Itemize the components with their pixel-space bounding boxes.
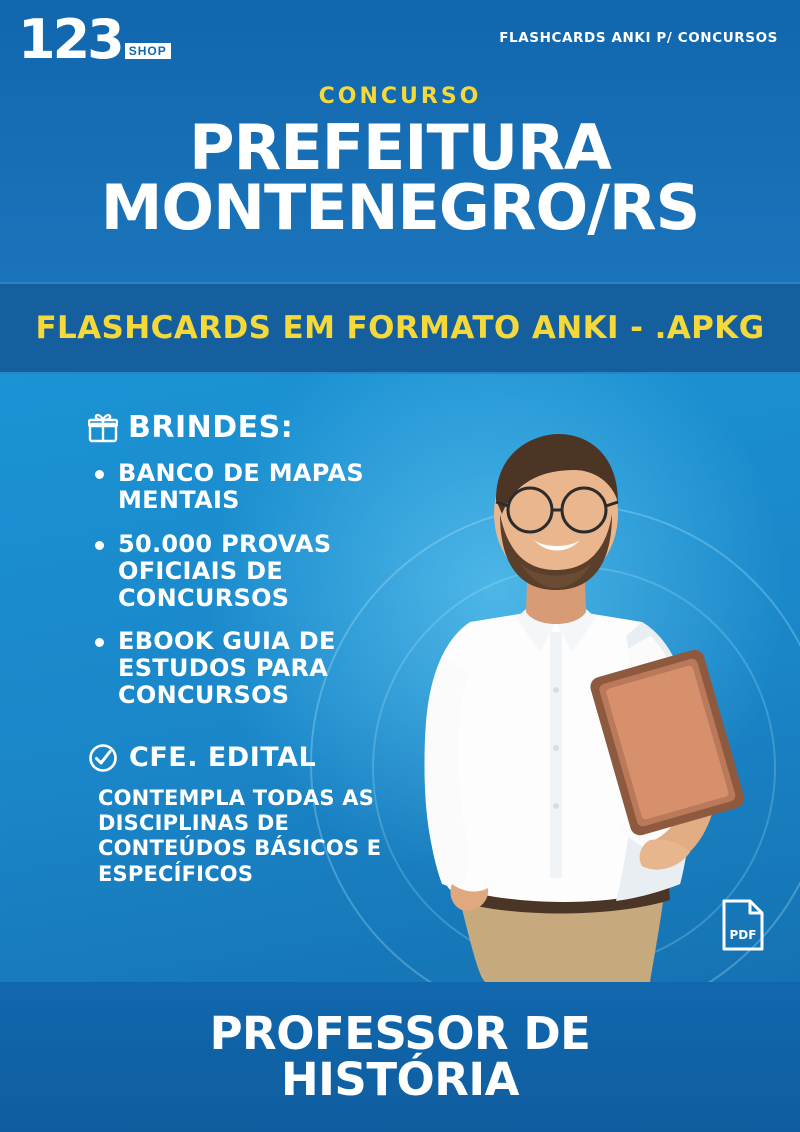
- role-title: [209, 1007, 591, 1106]
- brand-logo-suffix: SHOP: [125, 43, 171, 59]
- role-title-line1: PROFESSOR DE: [209, 1007, 591, 1061]
- pdf-file-icon: [720, 898, 766, 952]
- header-top-right-label: FLASHCARDS ANKI P/ CONCURSOS: [499, 30, 778, 46]
- edital-heading: [88, 742, 316, 773]
- footer-band: [0, 982, 800, 1132]
- list-item: EBOOK GUIA DE ESTUDOS PARA CONCURSOS: [92, 628, 432, 709]
- page-title: [0, 111, 800, 245]
- format-band: [0, 282, 800, 374]
- format-band-text: FLASHCARDS EM FORMATO ANKI - .APKG: [35, 310, 765, 346]
- brand-logo: [18, 8, 171, 71]
- list-item: BANCO DE MAPAS MENTAIS: [92, 460, 432, 514]
- gift-icon: [88, 413, 118, 443]
- page-title-line2: MONTENEGRO/RS: [100, 171, 700, 245]
- edital-description: CONTEMPLA TODAS AS DISCIPLINAS DE CONTEÚDOS BÁSICOS E ESPECÍFICOS: [98, 786, 382, 886]
- page-title-line1: PREFEITURA: [189, 111, 611, 184]
- pdf-badge-label: PDF: [729, 928, 757, 942]
- check-circle-icon: [88, 743, 118, 773]
- header-kicker: CONCURSO: [318, 84, 482, 109]
- brand-logo-number: 123: [18, 8, 122, 71]
- bonus-heading-label: BRINDES:: [128, 410, 294, 445]
- edital-heading-label: CFE. EDITAL: [129, 742, 317, 773]
- header-band: [0, 0, 800, 282]
- bonus-heading: [88, 410, 293, 445]
- role-title-line2: HISTÓRIA: [281, 1053, 519, 1106]
- bonus-list: [92, 460, 432, 726]
- list-item: 50.000 PROVAS OFICIAIS DE CONCURSOS: [92, 531, 432, 612]
- body-area: [0, 374, 800, 982]
